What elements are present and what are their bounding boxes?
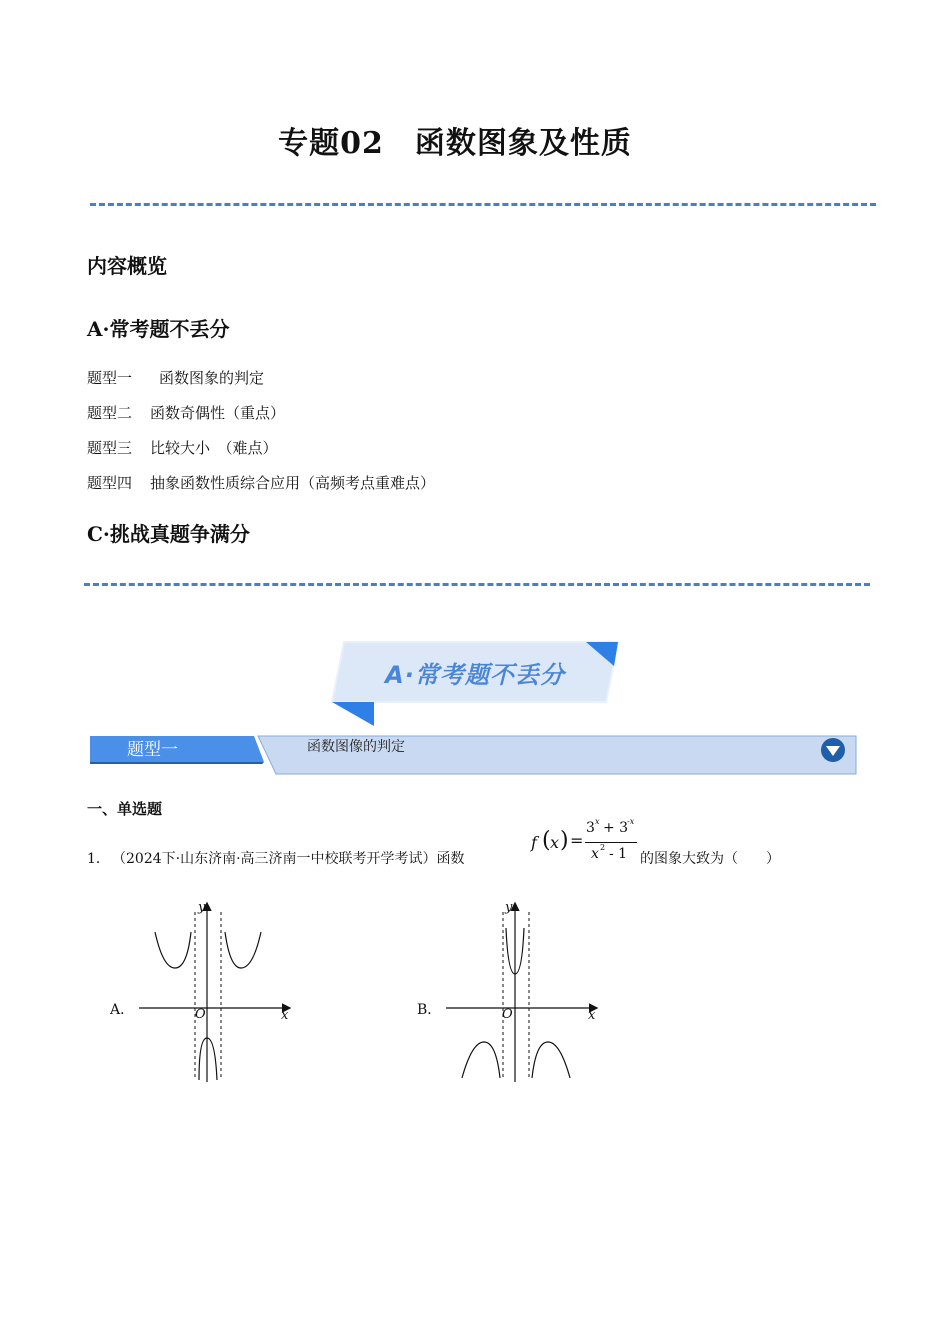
formula-num-b: + 3	[603, 820, 629, 836]
banner-text: A·常考题不丢分	[385, 661, 565, 689]
formula-paren-close: )	[560, 828, 569, 853]
option-b-graph[interactable]	[442, 898, 607, 1088]
formula-f: f	[531, 833, 537, 852]
formula-den-x: x	[591, 846, 599, 862]
type-bar-shape	[86, 732, 858, 778]
formula-equals: =	[570, 831, 584, 850]
overview-item-label: 题型二	[87, 404, 133, 422]
option-a-x-label: x	[281, 1008, 289, 1023]
option-a-label[interactable]: A．	[110, 1002, 135, 1018]
overview-item-label: 题型一	[87, 369, 133, 387]
option-b-y-label: y	[505, 900, 513, 915]
option-a-y-label: y	[198, 900, 206, 915]
formula-sup-b: -x	[627, 817, 635, 826]
overview-item-4[interactable]	[87, 472, 435, 493]
divider-top	[90, 203, 876, 206]
question-source: （2024下·山东济南·高三济南一中校联考开学考试）函数	[112, 851, 465, 867]
overview-item-text: 抽象函数性质综合应用（高频考点重难点）	[150, 474, 436, 492]
option-a-origin: O	[195, 1007, 206, 1022]
question-suffix: 的图象大致为（ ）	[640, 851, 780, 867]
formula-den-sup: 2	[600, 843, 606, 852]
question-number: 1．	[87, 851, 110, 867]
overview-item-text: 函数奇偶性（重点）	[150, 404, 286, 422]
expand-icon[interactable]	[820, 737, 846, 763]
page-title: 专题02 函数图象及性质	[278, 126, 632, 161]
overview-item-text: 比较大小 （难点）	[150, 439, 278, 457]
overview-item-label: 题型三	[87, 439, 133, 457]
part-c-heading: C·挑战真题争满分	[87, 522, 250, 546]
section-label: 一、单选题	[87, 800, 163, 818]
option-b-plot	[442, 898, 607, 1088]
question-formula	[530, 818, 640, 870]
option-b-label[interactable]: B．	[417, 1002, 442, 1018]
divider-middle	[84, 583, 870, 586]
type-tag: 题型一	[127, 740, 178, 760]
part-a-heading: A·常考题不丢分	[87, 317, 230, 341]
formula-den-rest: - 1	[609, 846, 628, 862]
formula-x: x	[550, 833, 560, 852]
formula-num-a: 3	[586, 820, 595, 836]
option-b-origin: O	[502, 1007, 513, 1022]
formula-fraction-bar	[585, 842, 637, 843]
overview-item-label: 题型四	[87, 474, 133, 492]
option-a-graph[interactable]	[135, 898, 300, 1088]
type-bar	[86, 732, 858, 778]
overview-heading: 内容概览	[87, 254, 167, 278]
overview-item-2[interactable]	[87, 402, 285, 423]
option-b-x-label: x	[588, 1008, 596, 1023]
formula-paren-open: (	[542, 828, 551, 853]
overview-item-3[interactable]	[87, 437, 278, 458]
type-title: 函数图像的判定	[307, 739, 405, 755]
formula-sup-a: x	[595, 817, 600, 826]
overview-item-1[interactable]	[87, 367, 264, 388]
option-a-plot	[135, 898, 300, 1088]
overview-item-text: 函数图象的判定	[159, 369, 265, 387]
